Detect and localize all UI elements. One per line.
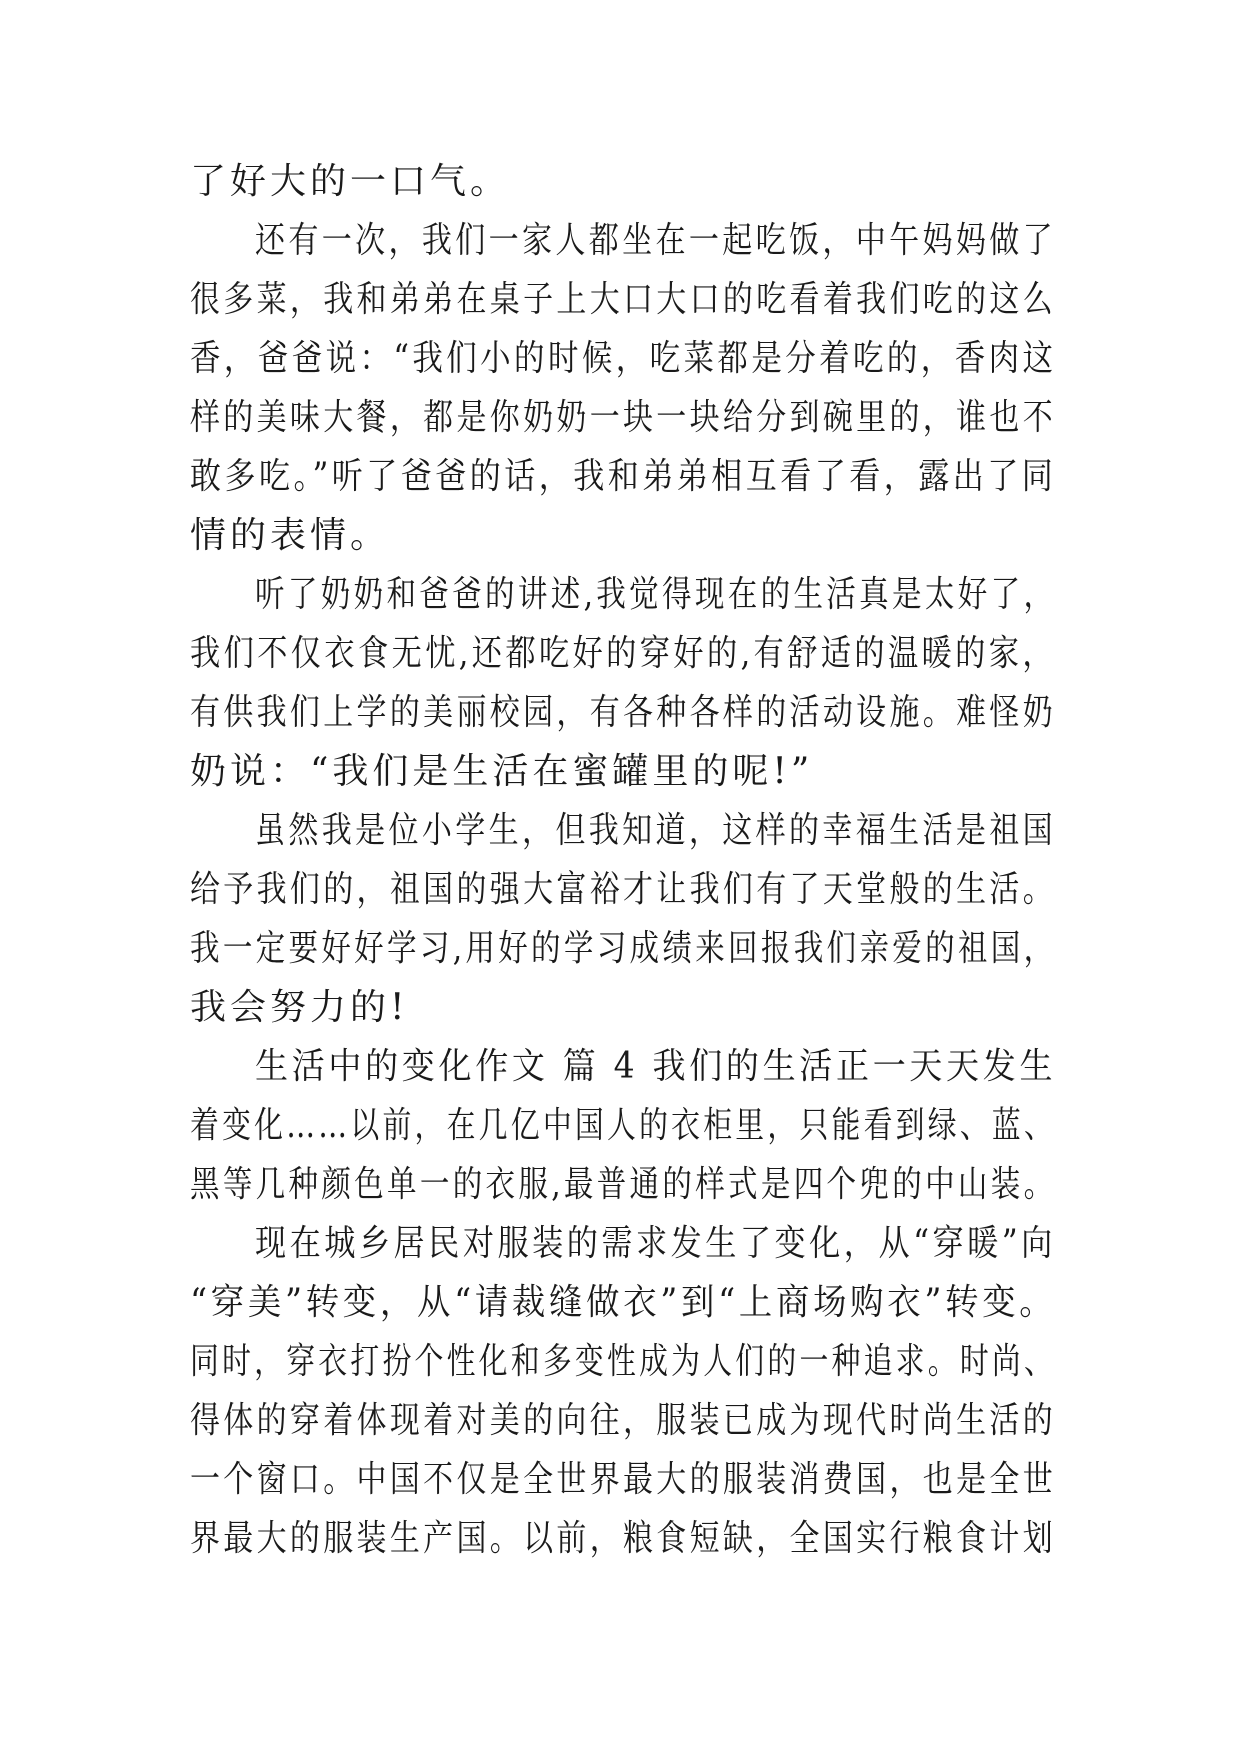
text-line: 有供我们上学的美丽校园，有各种各样的活动设施。难怪奶 [190, 692, 1057, 733]
text-line: 我一定要好好学习,用好的学习成绩来回报我们亲爱的祖国， [190, 928, 1057, 969]
text-line: 敢多吃。”听了爸爸的话，我和弟弟相互看了看，露出了同 [190, 456, 1057, 497]
text-line: 很多菜，我和弟弟在桌子上大口大口的吃看着我们吃的这么 [190, 279, 1057, 320]
text-line: 我会努力的! [190, 987, 409, 1028]
text-line: 我们不仅衣食无忧,还都吃好的穿好的,有舒适的温暖的家， [190, 633, 1056, 674]
text-line: 得体的穿着体现着对美的向往，服装已成为现代时尚生活的 [190, 1400, 1057, 1441]
text-line: 界最大的服装生产国。以前，粮食短缺，全国实行粮食计划 [190, 1518, 1057, 1559]
text-line: 给予我们的，祖国的强大富裕才让我们有了天堂般的生活。 [190, 869, 1057, 910]
text-line: 还有一次，我们一家人都坐在一起吃饭，中午妈妈做了 [255, 220, 1057, 261]
text-line: 虽然我是位小学生，但我知道，这样的幸福生活是祖国 [255, 810, 1057, 851]
text-line: 着变化……以前，在几亿中国人的衣柜里，只能看到绿、蓝、 [190, 1105, 1057, 1146]
text-line: 听了奶奶和爸爸的讲述,我觉得现在的生活真是太好了， [255, 574, 1057, 615]
text-line: 样的美味大餐，都是你奶奶一块一块给分到碗里的，谁也不 [190, 397, 1057, 438]
text-line: “穿美”转变，从“请裁缝做衣”到“上商场购衣”转变。 [190, 1282, 1057, 1323]
text-line: 一个窗口。中国不仅是全世界最大的服装消费国，也是全世 [190, 1459, 1057, 1500]
text-line: 情的表情。 [190, 515, 391, 556]
text-line: 黑等几种颜色单一的衣服,最普通的样式是四个兜的中山装。 [190, 1164, 1057, 1205]
text-line: 了好大的一口气。 [190, 161, 511, 202]
text-line: 同时，穿衣打扮个性化和多变性成为人们的一种追求。时尚、 [190, 1341, 1057, 1382]
text-line: 现在城乡居民对服装的需求发生了变化，从“穿暖”向 [255, 1223, 1056, 1264]
text-line: 奶说：“我们是生活在蜜罐里的呢!” [190, 751, 814, 792]
section-heading-line: 生活中的变化作文 篇 4 我们的生活正一天天发生 [255, 1046, 1057, 1087]
text-line: 香，爸爸说：“我们小的时候，吃菜都是分着吃的，香肉这 [190, 338, 1057, 379]
